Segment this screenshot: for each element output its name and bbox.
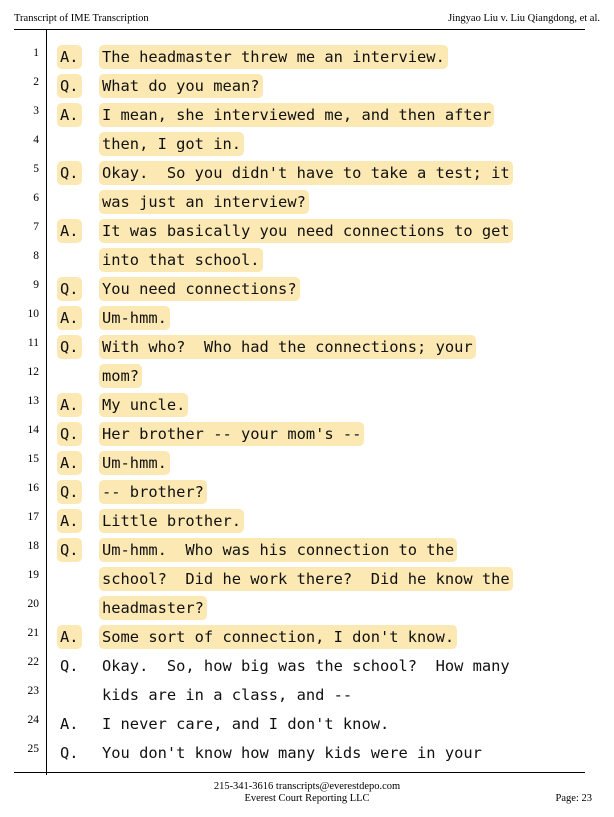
line-number: 1 <box>33 47 39 59</box>
transcript-body <box>14 44 585 769</box>
transcript-line <box>14 624 585 653</box>
line-text[interactable]: I mean, she interviewed me, and then after <box>102 106 492 124</box>
line-text[interactable]: mom? <box>102 367 140 385</box>
footer-rule <box>14 772 585 773</box>
line-number: 25 <box>27 743 39 755</box>
line-text[interactable]: Some sort of connection, I don't know. <box>102 628 455 646</box>
speaker-label: A. <box>60 396 79 414</box>
line-text[interactable]: headmaster? <box>102 599 204 617</box>
speaker-label: Q. <box>60 280 79 298</box>
transcript-line <box>14 682 585 711</box>
line-text[interactable]: My uncle. <box>102 396 186 414</box>
transcript-line <box>14 421 585 450</box>
transcript-line <box>14 334 585 363</box>
speaker-label: A. <box>60 309 79 327</box>
line-text[interactable]: I never care, and I don't know. <box>102 715 390 733</box>
line-text[interactable]: Okay. So, how big was the school? How many <box>102 657 510 675</box>
page-header <box>14 10 600 26</box>
transcript-title: Transcript of IME Transcription <box>14 13 149 24</box>
line-text[interactable]: into that school. <box>102 251 260 269</box>
transcript-line <box>14 276 585 305</box>
line-text[interactable]: What do you mean? <box>102 77 260 95</box>
speaker-label: Q. <box>60 338 79 356</box>
line-text[interactable]: You don't know how many kids were in your <box>102 744 482 762</box>
speaker-label: Q. <box>60 541 79 559</box>
line-text[interactable]: It was basically you need connections to get <box>102 222 510 240</box>
line-text[interactable]: Her brother -- your mom's -- <box>102 425 362 443</box>
speaker-label: Q. <box>60 164 79 182</box>
speaker-label: Q. <box>60 425 79 443</box>
line-number: 18 <box>27 540 39 552</box>
transcript-line <box>14 44 585 73</box>
line-number: 17 <box>27 511 39 523</box>
page-number: Page: 23 <box>555 793 592 804</box>
line-number: 5 <box>33 163 39 175</box>
speaker-label: A. <box>60 222 79 240</box>
line-number: 9 <box>33 279 39 291</box>
transcript-line <box>14 537 585 566</box>
transcript-line <box>14 653 585 682</box>
transcript-line <box>14 218 585 247</box>
transcript-line <box>14 305 585 334</box>
footer-company: Everest Court Reporting LLC <box>244 793 370 804</box>
line-text[interactable]: Little brother. <box>102 512 241 530</box>
transcript-line <box>14 102 585 131</box>
line-number: 16 <box>27 482 39 494</box>
transcript-line <box>14 450 585 479</box>
line-number: 20 <box>27 598 39 610</box>
transcript-line <box>14 508 585 537</box>
case-name: Jingyao Liu v. Liu Qiangdong, et al. <box>448 13 600 24</box>
line-number: 6 <box>33 192 39 204</box>
line-number: 13 <box>27 395 39 407</box>
transcript-line <box>14 595 585 624</box>
footer-contact: 215-341-3616 transcripts@everestdepo.com <box>213 781 401 792</box>
transcript-line <box>14 566 585 595</box>
line-text[interactable]: Um-hmm. <box>102 309 167 327</box>
speaker-label: A. <box>60 715 79 733</box>
line-number: 3 <box>33 105 39 117</box>
line-number: 14 <box>27 424 39 436</box>
transcript-line <box>14 479 585 508</box>
transcript-line <box>14 131 585 160</box>
line-number: 19 <box>27 569 39 581</box>
line-text[interactable]: school? Did he work there? Did he know the <box>102 570 510 588</box>
line-text[interactable]: then, I got in. <box>102 135 241 153</box>
speaker-label: A. <box>60 512 79 530</box>
line-number: 10 <box>27 308 39 320</box>
transcript-line <box>14 363 585 392</box>
line-number: 15 <box>27 453 39 465</box>
line-number: 23 <box>27 685 39 697</box>
transcript-line <box>14 160 585 189</box>
speaker-label: A. <box>60 628 79 646</box>
speaker-label: Q. <box>60 77 79 95</box>
line-text[interactable]: The headmaster threw me an interview. <box>102 48 445 66</box>
line-number: 4 <box>33 134 39 146</box>
speaker-label: Q. <box>60 483 79 501</box>
transcript-line <box>14 247 585 276</box>
line-number: 2 <box>33 76 39 88</box>
transcript-line <box>14 392 585 421</box>
line-number: 11 <box>27 337 39 349</box>
line-text[interactable]: Okay. So you didn't have to take a test; it <box>102 164 510 182</box>
speaker-label: A. <box>60 454 79 472</box>
line-text[interactable]: With who? Who had the connections; your <box>102 338 473 356</box>
line-number: 12 <box>27 366 39 378</box>
transcript-line <box>14 740 585 769</box>
line-text[interactable]: Um-hmm. <box>102 454 167 472</box>
line-number: 24 <box>27 714 39 726</box>
header-rule <box>14 29 585 30</box>
transcript-line <box>14 73 585 102</box>
transcript-line <box>14 711 585 740</box>
speaker-label: A. <box>60 106 79 124</box>
transcript-line <box>14 189 585 218</box>
speaker-label: Q. <box>60 744 79 762</box>
line-text[interactable]: was just an interview? <box>102 193 306 211</box>
speaker-label: Q. <box>60 657 79 675</box>
page-footer <box>0 781 614 805</box>
line-number: 21 <box>27 627 39 639</box>
line-text[interactable]: kids are in a class, and -- <box>102 686 353 704</box>
line-number: 7 <box>33 221 39 233</box>
speaker-label: A. <box>60 48 79 66</box>
line-number: 22 <box>27 656 39 668</box>
line-text[interactable]: -- brother? <box>102 483 204 501</box>
line-text[interactable]: You need connections? <box>102 280 297 298</box>
line-number: 8 <box>33 250 39 262</box>
line-text[interactable]: Um-hmm. Who was his connection to the <box>102 541 455 559</box>
